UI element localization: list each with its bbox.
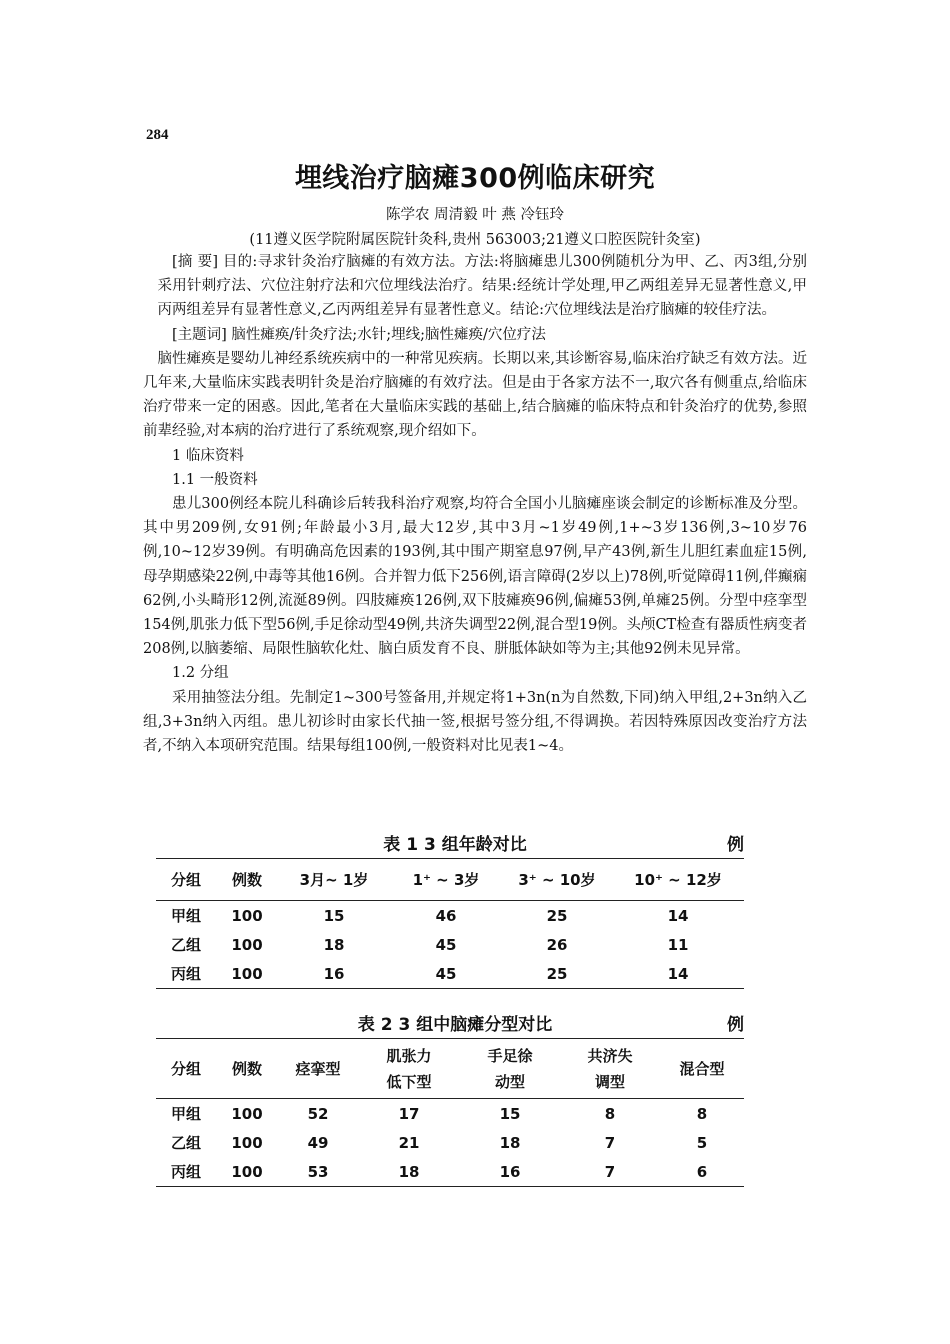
table-cell: 100 <box>231 1133 263 1152</box>
table-cell: 5 <box>696 1133 708 1152</box>
header-line: 动型 <box>494 1072 525 1091</box>
page-number: 284 <box>146 127 169 143</box>
table-cell: 7 <box>604 1162 616 1181</box>
intro-paragraph: 脑性瘫痪是婴幼儿神经系统疾病中的一种常见疾病。长期以来,其诊断容易,临床治疗缺乏有效方法。近几年来,大量临床实践表明针灸是治疗脑瘫的有效疗法。但是由于各家方法不一,取穴各有侧重点,给临床治疗带来一定的困惑。因此,笔者在大量临床实践的基础上,结合脑瘫的临床特点和针灸治疗的优势,参照前辈经验,对本病的治疗进行了系统观察,现介绍如下。 <box>143 350 807 440</box>
article-body <box>143 250 807 758</box>
table-cell: 100 <box>231 1104 263 1123</box>
table-header: 例数 <box>231 1060 262 1078</box>
table-cell: 7 <box>604 1133 616 1152</box>
grouping-paragraph: 采用抽签法分组。先制定1~300号签备用,并规定将1+3n(n为自然数,下同)纳入甲组,2+3n纳入乙组,3+3n纳入丙组。患儿初诊时由家长代抽一签,根据号签分组,不得调换。若因特殊原因改变治疗方法者,不纳入本项研究范围。结果每组100例,一般资料对比见表1~4。 <box>143 689 807 755</box>
table-2-caption: 表 2 3 组中脑瘫分型对比 <box>357 1015 553 1035</box>
table-cell: 100 <box>231 906 263 925</box>
table-row <box>156 959 744 989</box>
table-header: 3月~ 1岁 <box>299 871 369 889</box>
table-cell: 14 <box>667 964 689 983</box>
table-cell: 16 <box>323 964 345 983</box>
table-header: 1⁺ ~ 3岁 <box>412 871 480 889</box>
table-cell: 16 <box>499 1162 521 1181</box>
table-header-two-line <box>358 1039 460 1099</box>
table-row <box>156 1128 744 1157</box>
table-row <box>156 1157 744 1187</box>
table-cell: 17 <box>398 1104 420 1123</box>
table-cell: 49 <box>307 1133 329 1152</box>
header-line: 肌张力 <box>386 1046 432 1065</box>
table-cell: 6 <box>696 1162 708 1181</box>
table-header-two-line <box>560 1039 660 1099</box>
table-cell: 乙组 <box>170 936 201 954</box>
general-data-paragraph: 患儿300例经本院儿科确诊后转我科治疗观察,均符合全国小儿脑瘫座谈会制定的诊断标准及分型。其中男209例,女91例;年龄最小3月,最大12岁,其中3月~1岁49例,1+~3岁136例,3~10岁76例,10~12岁39例。有明确高危因素的193例,其中围产期窒息97例,早产43例,新生儿胆红素血症15例,母孕期感染22例,中毒等其他16例。合并智力低下256例,语言障碍(2岁以上)78例,听觉障碍11例,伴癫痫62例,小头畸形12例,流涎89例。四肢瘫痪126例,双下肢瘫痪96例,偏瘫53例,单瘫25例。分型中痉挛型154例,肌张力低下型56例,手足徐动型49例,共济失调型22例,混合型19例。头颅CT检查有器质性病变者208例,以脑萎缩、局限性脑软化灶、脑白质发育不良、胼胝体缺如等为主;其他92例未见异常。 <box>143 496 807 658</box>
header-line: 低下型 <box>386 1072 432 1091</box>
table-header: 10⁺ ~ 12岁 <box>634 871 722 889</box>
header-line: 共济失 <box>587 1046 633 1065</box>
table-cell: 52 <box>307 1104 329 1123</box>
table-cell: 14 <box>667 906 689 925</box>
keywords: [主题词] 脑性瘫痪/针灸疗法;水针;埋线;脑性瘫痪/穴位疗法 <box>172 326 546 343</box>
table-cell: 乙组 <box>170 1134 201 1152</box>
table-header: 分组 <box>170 871 201 889</box>
table-header: 痉挛型 <box>295 1060 341 1078</box>
subsection-heading: 1.1 一般资料 <box>172 471 258 488</box>
table-cell: 8 <box>604 1104 616 1123</box>
table-header: 例数 <box>231 871 262 889</box>
table-cell: 100 <box>231 1162 263 1181</box>
table-cell: 25 <box>546 906 568 925</box>
table-cell: 18 <box>398 1162 420 1181</box>
table-cell: 18 <box>323 935 345 954</box>
table-1 <box>156 830 744 989</box>
table-header: 混合型 <box>679 1060 725 1078</box>
table-cell: 丙组 <box>170 1163 201 1181</box>
table-cell: 46 <box>435 906 457 925</box>
table-header: 分组 <box>170 1060 201 1078</box>
table-cell: 26 <box>546 935 568 954</box>
table-1-unit: 例 <box>727 835 744 855</box>
table-cell: 100 <box>231 964 263 983</box>
table-row <box>156 1099 744 1129</box>
table-cell: 15 <box>499 1104 521 1123</box>
header-line: 手足徐 <box>487 1046 533 1065</box>
table-cell: 100 <box>231 935 263 954</box>
table-cell: 45 <box>435 935 457 954</box>
table-cell: 甲组 <box>170 1105 201 1123</box>
section-heading: 1 临床资料 <box>172 447 244 464</box>
affiliation: (11遵义医学院附属医院针灸科,贵州 563003;21遵义口腔医院针灸室) <box>249 232 701 248</box>
table-2 <box>156 1010 744 1187</box>
authors: 陈学农 周清毅 叶 燕 冷钰玲 <box>386 207 564 223</box>
table-cell: 8 <box>696 1104 708 1123</box>
abstract: [摘 要] 目的:寻求针灸治疗脑瘫的有效方法。方法:将脑瘫患儿300例随机分为甲、乙、丙3组,分别采用针刺疗法、穴位注射疗法和穴位埋线法治疗。结果:经统计学处理,甲乙两组差异无显著性意义,甲丙两组差异有显著性意义,乙丙两组差异有显著性意义。结论:穴位埋线法是治疗脑瘫的较佳疗法。 <box>157 254 807 319</box>
table-1-caption: 表 1 3 组年龄对比 <box>383 835 527 855</box>
table-cell: 45 <box>435 964 457 983</box>
table-cell: 25 <box>546 964 568 983</box>
table-header-two-line <box>460 1039 560 1099</box>
header-line: 调型 <box>594 1072 625 1091</box>
table-2-unit: 例 <box>727 1015 744 1035</box>
table-row <box>156 930 744 959</box>
table-cell: 15 <box>323 906 345 925</box>
table-cell: 丙组 <box>170 965 201 983</box>
article-title: 埋线治疗脑瘫300例临床研究 <box>294 163 656 194</box>
table-cell: 18 <box>499 1133 521 1152</box>
table-cell: 甲组 <box>170 907 201 925</box>
table-cell: 11 <box>667 935 689 954</box>
table-row <box>156 901 744 931</box>
table-cell: 21 <box>398 1133 420 1152</box>
table-header: 3⁺ ~ 10岁 <box>518 871 596 889</box>
subsection-heading: 1.2 分组 <box>172 665 229 682</box>
table-cell: 53 <box>307 1162 329 1181</box>
